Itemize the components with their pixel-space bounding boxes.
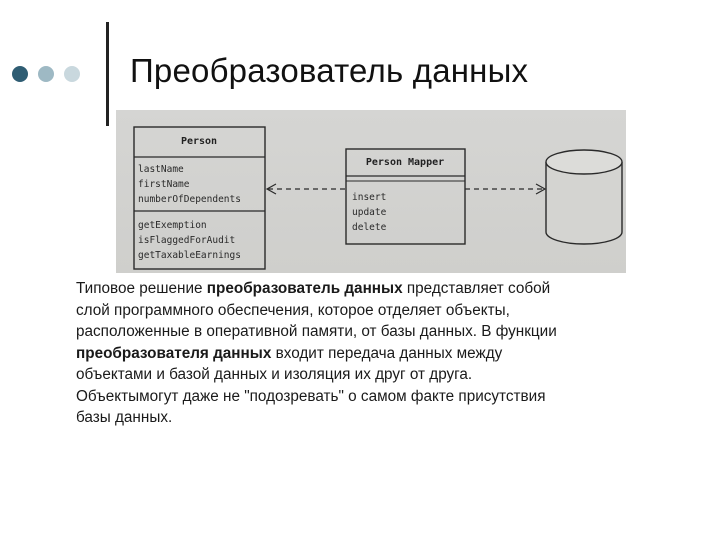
- term-highlight: преобразователь данных: [206, 280, 403, 297]
- title-separator: [106, 22, 109, 126]
- paragraph-line: слой программного обеспечения, которое отделяет объекты,: [76, 301, 510, 319]
- mapper-method: update: [352, 207, 387, 218]
- text-run: Типовое решение: [76, 280, 207, 297]
- slide-title: Преобразователь данных: [130, 52, 529, 89]
- mapper-method: insert: [352, 192, 387, 203]
- mapper-class-box: [346, 149, 465, 244]
- person-class-box: [134, 127, 265, 269]
- slide-bullets: [12, 66, 80, 82]
- bullet-dot-light: [64, 66, 80, 82]
- person-class-name: Person: [180, 136, 218, 147]
- paragraph-line: [76, 343, 662, 365]
- person-attr: numberOfDependents: [138, 194, 241, 205]
- person-method: getTaxableEarnings: [138, 250, 241, 261]
- uml-diagram-svg: [116, 110, 626, 273]
- person-method: getExemption: [138, 220, 207, 231]
- mapper-method: delete: [352, 222, 387, 233]
- paragraph-line: объектами и базой данных и изоляция их друг от друга.: [76, 366, 473, 383]
- description-paragraph: [76, 278, 662, 429]
- text-run: входит передача данных между: [271, 344, 503, 362]
- paragraph-line: базы данных.: [76, 409, 173, 426]
- person-method: isFlaggedForAudit: [138, 235, 236, 246]
- paragraph-line: Объектымогут даже не "подозревать" о самом факте присутствия: [76, 387, 546, 405]
- uml-diagram: [116, 110, 626, 273]
- person-attr: firstName: [138, 179, 190, 190]
- bullet-dot-dark: [12, 66, 28, 82]
- paragraph-line: расположенные в оперативной памяти, от базы данных. В функции: [76, 323, 557, 340]
- term-highlight: преобразователя данных: [76, 344, 272, 362]
- text-run: представляет собой: [402, 280, 551, 297]
- database-cylinder-icon: [546, 150, 622, 244]
- person-attr: lastName: [138, 164, 184, 175]
- bullet-dot-mid: [38, 66, 54, 82]
- mapper-class-name: Person Mapper: [365, 157, 445, 168]
- paragraph-line: [76, 278, 662, 300]
- dependency-arrow: [267, 184, 545, 194]
